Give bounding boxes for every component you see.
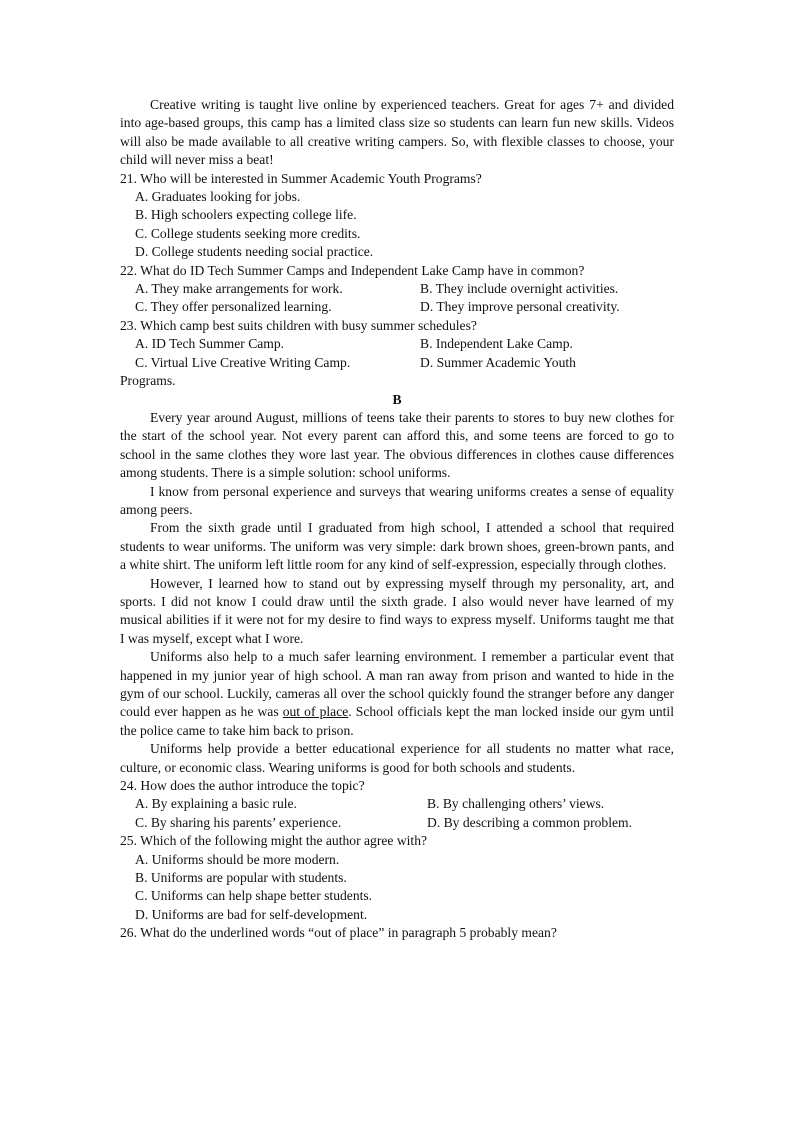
passage-b-paragraph-4: However, I learned how to stand out by expressing myself through my personality, art, and sports. I did not know I could draw until the sixth grade. I also would never have learned of my musical abilities if it were not for my desire to find ways to express myself. Uniforms taught me that I was myself, except what I wore. — [120, 575, 674, 646]
exam-page — [120, 96, 674, 943]
question-22-option-a: A. They make arrangements for work. — [135, 281, 343, 297]
passage-b-paragraph-6: Uniforms help provide a better educational experience for all students no matter what race, culture, or economic class. Wearing uniforms is good for both schools and students. — [120, 741, 674, 775]
question-24-option-c: C. By sharing his parents’ experience. — [135, 814, 342, 830]
paragraph-5-text-after: . School officials kept the man locked inside our gym until the police came to take him back to prison. — [120, 704, 674, 738]
question-21-option-d: D. College students needing social practice. — [135, 244, 374, 260]
question-23-option-b: B. Independent Lake Camp. — [420, 336, 573, 352]
question-25-option-c: C. Uniforms can help shape better students. — [135, 888, 373, 904]
passage-b-paragraph-3: From the sixth grade until I graduated from high school, I attended a school that required students to wear uniforms. The uniform was very simple: dark brown shoes, green-brown pants, and a white shirt. The uniform left little room for any kind of self-expression, especially through clothes. — [120, 520, 674, 573]
passage-b-paragraph-2: I know from personal experience and surveys that wearing uniforms creates a sense of equality among peers. — [120, 483, 674, 517]
paragraph-5-text-before: Uniforms also help to a much safer learning environment. I remember a particular event that happened in my junior year of high school. A man ran away from prison and wanted to hide in the gym of our school. Luckily, cameras all over the school quickly found the stranger before any danger could ever happen as he was — [120, 649, 674, 720]
question-22-options — [135, 280, 674, 317]
question-24-option-b: B. By challenging others’ views. — [427, 796, 605, 812]
question-25-option-b: B. Uniforms are popular with students. — [135, 870, 347, 886]
question-23-option-a: A. ID Tech Summer Camp. — [135, 336, 285, 352]
question-25-option-a: A. Uniforms should be more modern. — [135, 851, 340, 867]
question-21-option-c: C. College students seeking more credits. — [135, 225, 361, 241]
question-24-options — [135, 795, 674, 832]
question-22-option-c: C. They offer personalized learning. — [135, 299, 332, 315]
question-22: 22. What do ID Tech Summer Camps and Independent Lake Camp have in common? — [120, 262, 585, 278]
question-21: 21. Who will be interested in Summer Academic Youth Programs? — [120, 170, 482, 186]
question-24: 24. How does the author introduce the topic? — [120, 778, 365, 794]
question-25-option-d: D. Uniforms are bad for self-development. — [135, 906, 368, 922]
question-24-option-a: A. By explaining a basic rule. — [135, 796, 297, 812]
question-22-option-d: D. They improve personal creativity. — [420, 299, 620, 315]
section-b-title: B — [392, 391, 402, 407]
question-23-option-c: C. Virtual Live Creative Writing Camp. — [135, 354, 351, 370]
question-26: 26. What do the underlined words “out of place” in paragraph 5 probably mean? — [120, 925, 557, 941]
passage-b-paragraph-1: Every year around August, millions of teens take their parents to stores to buy new clothes for the start of the school year. Not every parent can afford this, and some teens are forced to go to school in the same clothes they wore last year. The obvious differences in clothes cause differences among students. There is a simple solution: school uniforms. — [120, 409, 674, 481]
intro-paragraph: Creative writing is taught live online by experienced teachers. Great for ages 7+ and divided into age-based groups, this camp has a limited class size so students can learn fun new skills. Videos will also be made available to all creative writing campers. So, with flexible classes to choose, your child will never miss a beat! — [120, 97, 674, 168]
question-22-option-b: B. They include overnight activities. — [420, 281, 619, 297]
question-23-option-d-continuation: Programs. — [120, 373, 176, 389]
question-21-option-a: A. Graduates looking for jobs. — [135, 189, 301, 205]
question-24-option-d: D. By describing a common problem. — [427, 814, 633, 830]
question-23: 23. Which camp best suits children with busy summer schedules? — [120, 317, 477, 333]
question-23-options — [135, 335, 674, 372]
question-25: 25. Which of the following might the author agree with? — [120, 833, 428, 849]
passage-b-paragraph-5 — [120, 648, 674, 740]
question-23-option-d: D. Summer Academic Youth — [420, 354, 576, 370]
underlined-phrase-out-of-place: out of place — [282, 704, 349, 720]
question-21-option-b: B. High schoolers expecting college life. — [135, 207, 357, 223]
